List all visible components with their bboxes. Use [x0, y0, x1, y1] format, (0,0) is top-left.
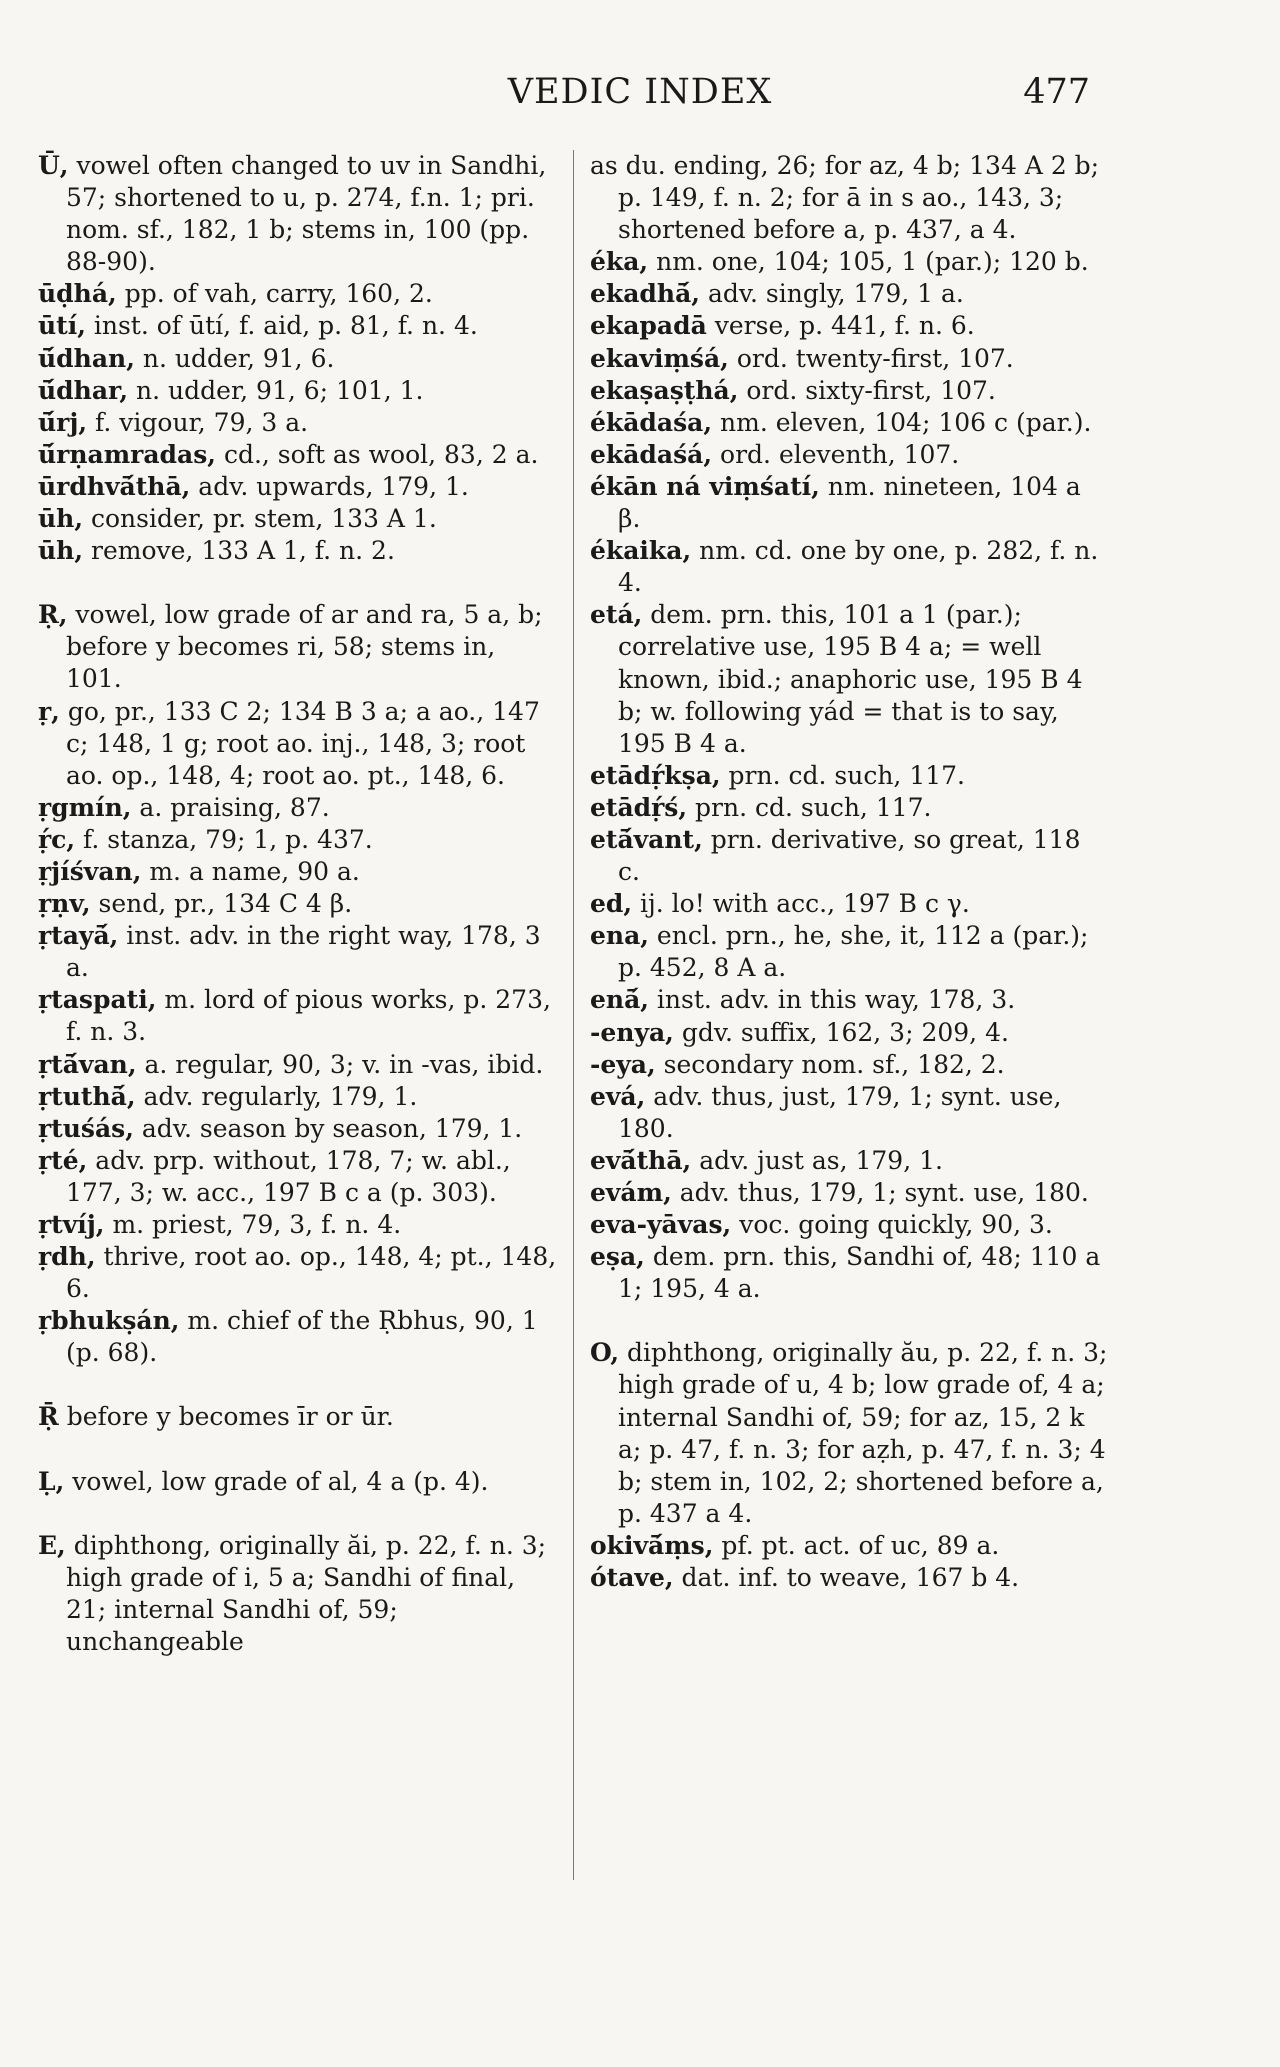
entry-text: vowel, low grade of ar and ra, 5 a, b; before y becomes ri, 58; stems in, 101. — [66, 600, 543, 694]
index-entry — [590, 535, 1110, 599]
entry-headword: ekapadā — [590, 311, 707, 341]
index-entry — [38, 1305, 558, 1369]
index-entry — [590, 888, 1110, 920]
entry-headword: etādṛ́kṣa, — [590, 760, 721, 790]
index-entry — [38, 824, 558, 856]
entry-headword: Ṛ, — [38, 600, 68, 630]
index-entry — [590, 1562, 1110, 1594]
entry-text: pp. of vah, carry, 160, 2. — [116, 279, 433, 309]
entry-text: f. stanza, 79; 1, p. 437. — [75, 824, 373, 854]
entry-headword: ṛgmín, — [38, 792, 132, 822]
running-head — [0, 70, 1280, 114]
entry-headword: ūrdhvā́thā, — [38, 471, 191, 501]
entry-headword: evá, — [590, 1081, 646, 1111]
entry-headword: -eya, — [590, 1049, 656, 1079]
index-entry — [38, 439, 558, 471]
index-entry — [590, 1209, 1110, 1241]
entry-text: prn. cd. such, 117. — [720, 760, 965, 790]
entry-headword: ṛṇv, — [38, 889, 91, 919]
index-entry — [38, 920, 558, 984]
index-column-left — [38, 150, 558, 1658]
index-entry — [38, 375, 558, 407]
entry-headword: etā́vant, — [590, 824, 703, 854]
entry-headword: ū́rj, — [38, 407, 88, 437]
index-entry — [38, 278, 558, 310]
index-entry — [38, 888, 558, 920]
page-number: 477 — [1023, 72, 1090, 112]
entry-text: diphthong, originally ăi, p. 22, f. n. 3; high grade of i, 5 a; Sandhi of final, 21; internal Sandhi of, 59; unchangeable — [65, 1530, 547, 1656]
entry-text: m. a name, 90 a. — [141, 856, 360, 886]
entry-headword: etādṛ́ś, — [590, 792, 688, 822]
index-entry — [38, 1209, 558, 1241]
entry-headword: ekaṣaṣṭhá, — [590, 375, 739, 405]
index-entry — [590, 246, 1110, 278]
entry-text: encl. prn., he, she, it, 112 a (par.); p. 452, 8 A a. — [618, 921, 1089, 983]
entry-headword: ṛbhukṣán, — [38, 1306, 180, 1336]
index-entry — [38, 503, 558, 535]
index-entry — [590, 407, 1110, 439]
index-entry — [590, 920, 1110, 984]
entry-headword: eva-yāvas, — [590, 1210, 732, 1240]
entry-text: pf. pt. act. of uc, 89 a. — [713, 1530, 1000, 1560]
entry-headword: ṛtaspati, — [38, 985, 157, 1015]
entry-headword: -enya, — [590, 1017, 674, 1047]
index-entry — [590, 439, 1110, 471]
entry-text: as du. ending, 26; for az, 4 b; 134 A 2 b; p. 149, f. n. 2; for ā in s ao., 143, 3; shortened before a, p. 437, a 4. — [590, 151, 1100, 245]
entry-text: inst. adv. in the right way, 178, 3 a. — [66, 921, 541, 983]
entry-text: vowel often changed to uv in Sandhi, 57; shortened to u, p. 274, f.n. 1; pri. nom. sf., 182, 1 b; stems in, 100 (pp. 88-90). — [66, 151, 547, 277]
index-entry — [590, 278, 1110, 310]
entry-headword: ṛdh, — [38, 1242, 96, 1272]
entry-text: n. udder, 91, 6; 101, 1. — [128, 375, 424, 405]
index-column-right — [590, 150, 1110, 1594]
entry-text: ij. lo! with acc., 197 B c γ. — [632, 889, 970, 919]
entry-text: ord. twenty-first, 107. — [728, 343, 1014, 373]
index-entry — [590, 343, 1110, 375]
entry-text: a. praising, 87. — [131, 792, 330, 822]
index-entry — [38, 471, 558, 503]
entry-text: inst. of ūtí, f. aid, p. 81, f. n. 4. — [85, 311, 478, 341]
entry-text: m. lord of pious works, p. 273, f. n. 3. — [66, 985, 551, 1047]
index-entry — [38, 407, 558, 439]
index-entry — [590, 1177, 1110, 1209]
entry-text: cd., soft as wool, 83, 2 a. — [216, 439, 539, 469]
index-entry — [38, 1049, 558, 1081]
entry-text: dem. prn. this, Sandhi of, 48; 110 a 1; 195, 4 a. — [618, 1242, 1101, 1304]
index-entry — [590, 599, 1110, 759]
entry-text: adv. upwards, 179, 1. — [190, 471, 469, 501]
entry-text: dem. prn. this, 101 a 1 (par.); correlative use, 195 B 4 a; = well known, ibid.; anaphoric use, 195 B 4 b; w. following yád = that is to say, 195 B 4 a. — [618, 600, 1083, 758]
entry-headword: ekādaśá, — [590, 439, 713, 469]
entry-headword: ṛjíśvan, — [38, 856, 142, 886]
entry-headword: okivā́ṃs, — [590, 1530, 714, 1560]
index-entry — [590, 984, 1110, 1016]
entry-headword: ékādaśa, — [590, 407, 713, 437]
entry-text: ord. eleventh, 107. — [712, 439, 960, 469]
index-entry — [38, 150, 558, 278]
entry-headword: ūtí, — [38, 311, 86, 341]
entry-text: adv. thus, just, 179, 1; synt. use, 180. — [618, 1081, 1062, 1143]
index-entry — [38, 1530, 558, 1658]
entry-text: secondary nom. sf., 182, 2. — [655, 1049, 1005, 1079]
index-entry — [590, 760, 1110, 792]
index-entry — [38, 696, 558, 792]
entry-text: n. udder, 91, 6. — [134, 343, 335, 373]
entry-text: a. regular, 90, 3; v. in -vas, ibid. — [136, 1049, 544, 1079]
index-entry — [590, 792, 1110, 824]
index-entry — [38, 599, 558, 695]
entry-headword: evā́thā, — [590, 1145, 692, 1175]
entry-text: nm. eleven, 104; 106 c (par.). — [712, 407, 1092, 437]
entry-headword: ékaika, — [590, 536, 692, 566]
entry-text: nm. one, 104; 105, 1 (par.); 120 b. — [648, 247, 1089, 277]
entry-text: before y becomes īr or ūr. — [58, 1402, 394, 1432]
entry-headword: ūh, — [38, 504, 84, 534]
entry-text: dat. inf. to weave, 167 b 4. — [673, 1563, 1020, 1593]
entry-text: consider, pr. stem, 133 A 1. — [83, 504, 437, 534]
entry-headword: ekadhā́, — [590, 279, 700, 309]
entry-headword: ṛtuthā́, — [38, 1081, 136, 1111]
index-entry — [38, 1466, 558, 1498]
index-entry — [590, 1530, 1110, 1562]
index-entry — [590, 824, 1110, 888]
entry-text: go, pr., 133 C 2; 134 B 3 a; a ao., 147 c; 148, 1 g; root ao. inj., 148, 3; root ao. op., 148, 4; root ao. pt., 148, 6. — [59, 696, 540, 790]
index-entry — [38, 1241, 558, 1305]
entry-text: m. chief of the Ṛbhus, 90, 1 (p. 68). — [66, 1306, 538, 1368]
running-title: VEDIC INDEX — [507, 72, 773, 112]
index-entry — [590, 1049, 1110, 1081]
index-entry — [38, 310, 558, 342]
entry-text: voc. going quickly, 90, 3. — [731, 1210, 1053, 1240]
index-entry — [590, 1017, 1110, 1049]
index-entry — [590, 150, 1110, 246]
index-entry — [590, 1241, 1110, 1305]
index-entry — [590, 1337, 1110, 1530]
index-entry — [38, 1145, 558, 1209]
entry-headword: ū́dhan, — [38, 343, 135, 373]
entry-headword: enā́, — [590, 985, 649, 1015]
entry-headword: ūh, — [38, 536, 84, 566]
entry-text: prn. derivative, so great, 118 c. — [618, 824, 1081, 887]
entry-headword: etá, — [590, 600, 643, 630]
entry-headword: Ṝ — [38, 1402, 59, 1432]
entry-headword: evám, — [590, 1178, 672, 1207]
entry-text: nm. nineteen, 104 a β. — [618, 471, 1081, 534]
entry-text: nm. cd. one by one, p. 282, f. n. 4. — [618, 536, 1099, 598]
entry-headword: éka, — [590, 247, 649, 277]
entry-headword: ṛtā́van, — [38, 1049, 137, 1079]
entry-text: prn. cd. such, 117. — [687, 792, 932, 822]
index-entry — [590, 471, 1110, 535]
index-entry — [590, 1145, 1110, 1177]
index-entry — [590, 375, 1110, 407]
index-entry — [38, 1081, 558, 1113]
entry-headword: E, — [38, 1530, 66, 1560]
entry-text: verse, p. 441, f. n. 6. — [706, 311, 975, 341]
entry-headword: Ū, — [38, 151, 69, 180]
entry-text: adv. prp. without, 178, 7; w. abl., 177, 3; w. acc., 197 B c a (p. 303). — [66, 1145, 511, 1207]
entry-text: inst. adv. in this way, 178, 3. — [648, 985, 1016, 1015]
index-entry — [38, 535, 558, 567]
entry-headword: eṣa, — [590, 1242, 645, 1272]
entry-text: send, pr., 134 C 4 β. — [90, 889, 353, 919]
entry-headword: ekaviṃśá, — [590, 343, 729, 373]
index-entry — [38, 792, 558, 824]
column-divider — [573, 150, 574, 1880]
index-entry — [38, 343, 558, 375]
entry-text: adv. regularly, 179, 1. — [135, 1081, 418, 1111]
entry-text: m. priest, 79, 3, f. n. 4. — [104, 1210, 402, 1239]
entry-headword: ed, — [590, 889, 633, 919]
entry-headword: Ḷ, — [38, 1466, 65, 1496]
entry-text: adv. singly, 179, 1 a. — [700, 279, 964, 309]
entry-text: f. vigour, 79, 3 a. — [87, 407, 309, 437]
entry-text: vowel, low grade of al, 4 a (p. 4). — [64, 1466, 489, 1496]
entry-text: ord. sixty-first, 107. — [738, 375, 996, 405]
entry-text: thrive, root ao. op., 148, 4; pt., 148, 6. — [66, 1242, 557, 1304]
entry-headword: ótave, — [590, 1563, 674, 1593]
index-entry — [38, 984, 558, 1048]
entry-headword: O, — [590, 1338, 620, 1368]
index-entry — [38, 1113, 558, 1145]
entry-headword: ékān ná viṃśatí, — [590, 471, 820, 501]
entry-headword: ena, — [590, 921, 649, 951]
entry-headword: ṛ, — [38, 696, 60, 726]
entry-headword: ṛté, — [38, 1145, 88, 1175]
index-entry — [590, 310, 1110, 342]
entry-headword: ūḍhá, — [38, 279, 117, 309]
entry-text: adv. just as, 179, 1. — [691, 1145, 943, 1175]
entry-text: gdv. suffix, 162, 3; 209, 4. — [673, 1017, 1009, 1047]
index-entry — [38, 856, 558, 888]
entry-text: remove, 133 A 1, f. n. 2. — [83, 536, 395, 566]
entry-text: diphthong, originally ău, p. 22, f. n. 3; high grade of u, 4 b; low grade of, 4 a; internal Sandhi of, 59; for az, 15, 2 k a; p. 47, f. n. 3; for aẓh, p. 47, f. n. 3; 4 b; stem in, 102, 2; shortened before a, p. 437 a 4. — [618, 1338, 1108, 1528]
entry-headword: ṛtayā́, — [38, 921, 119, 951]
entry-text: adv. thus, 179, 1; synt. use, 180. — [671, 1178, 1089, 1207]
index-entry — [590, 1081, 1110, 1145]
entry-text: adv. season by season, 179, 1. — [133, 1113, 523, 1143]
entry-headword: ṛtuśás, — [38, 1113, 134, 1143]
entry-headword: ṛtvíj, — [38, 1210, 105, 1239]
entry-headword: ū́dhar, — [38, 375, 129, 405]
index-entry — [38, 1401, 558, 1433]
entry-headword: ū́rṇamradas, — [38, 439, 217, 469]
entry-headword: ṛ́c, — [38, 824, 76, 854]
